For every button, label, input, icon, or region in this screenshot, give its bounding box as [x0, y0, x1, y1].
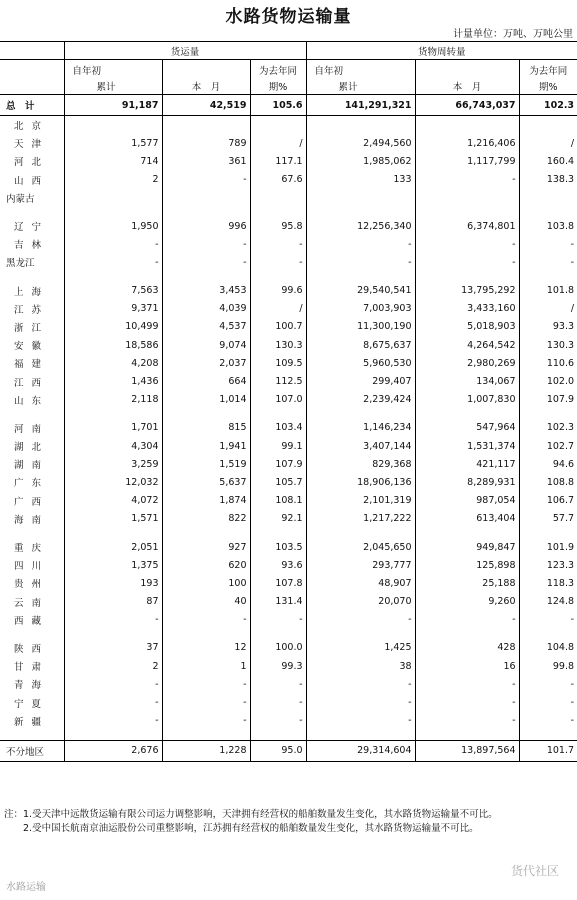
turn-yoy: - — [570, 238, 575, 250]
turn-month: - — [415, 611, 519, 629]
turn-month: 6,374,801 — [415, 217, 519, 235]
turn-ytd: 2,101,319 — [306, 492, 415, 510]
vol-yoy: 99.6 — [250, 282, 306, 300]
turn-yoy: - — [570, 678, 575, 690]
turn-yoy: 110.6 — [546, 357, 575, 369]
vol-month: - — [162, 675, 250, 693]
turn-month: - — [415, 171, 519, 189]
vol-ytd: 2,051 — [64, 538, 162, 556]
header-vol-ytd-1: 自年初 — [64, 60, 162, 78]
turn-month: 613,404 — [415, 510, 519, 528]
vol-yoy: / — [250, 300, 306, 318]
vol-month: 9,074 — [162, 336, 250, 354]
turn-ytd: - — [306, 712, 415, 730]
turn-month: 5,018,903 — [415, 318, 519, 336]
turn-month: 987,054 — [415, 492, 519, 510]
turn-yoy: 138.3 — [546, 174, 575, 186]
turn-yoy: 103.8 — [546, 220, 575, 232]
vol-yoy: 109.5 — [250, 354, 306, 372]
region-name: 宁夏 — [0, 693, 64, 711]
note-2: 2.受中国长航南京油运股份公司重整影响，江苏拥有经营权的船舶数量发生变化，其水路货物运输量不可比。 — [4, 823, 479, 834]
vol-yoy: 103.4 — [250, 419, 306, 437]
turn-month: 547,964 — [415, 419, 519, 437]
vol-ytd: 1,701 — [64, 419, 162, 437]
header-turn-month: 本 月 — [415, 77, 519, 95]
turn-month: 25,188 — [415, 574, 519, 592]
total-vol-ytd: 91,187 — [64, 95, 162, 116]
table-row — [0, 171, 577, 189]
vol-month — [162, 116, 250, 135]
vol-yoy: 100.0 — [250, 639, 306, 657]
turn-month: 8,289,931 — [415, 473, 519, 491]
turn-month: - — [415, 235, 519, 253]
vol-month: 100 — [162, 574, 250, 592]
table-row — [0, 336, 577, 354]
vol-month: - — [162, 712, 250, 730]
turn-ytd: - — [306, 611, 415, 629]
turn-ytd: 829,368 — [306, 455, 415, 473]
region-name: 河南 — [0, 419, 64, 437]
region-name: 山东 — [0, 391, 64, 409]
table-row — [0, 116, 577, 135]
header-freight-volume: 货运量 — [64, 42, 306, 60]
turn-month: 125,898 — [415, 556, 519, 574]
region-name: 不分地区 — [0, 740, 64, 761]
vol-ytd: 12,032 — [64, 473, 162, 491]
region-name: 甘肃 — [0, 657, 64, 675]
region-name: 陕西 — [0, 639, 64, 657]
vol-yoy: 131.4 — [250, 593, 306, 611]
header-vol-month: 本 月 — [162, 77, 250, 95]
turn-yoy — [519, 189, 577, 207]
turn-ytd: - — [306, 675, 415, 693]
turn-ytd: 1,985,062 — [306, 152, 415, 170]
vol-yoy: - — [250, 235, 306, 253]
vol-ytd: 4,208 — [64, 354, 162, 372]
vol-month: - — [162, 235, 250, 253]
vol-ytd: 7,563 — [64, 282, 162, 300]
turn-month: 1,531,374 — [415, 437, 519, 455]
turn-yoy: / — [570, 137, 575, 149]
table-row — [0, 712, 577, 730]
turn-ytd: 2,494,560 — [306, 134, 415, 152]
region-name: 福建 — [0, 354, 64, 372]
vol-yoy: 103.5 — [250, 538, 306, 556]
vol-ytd: - — [64, 235, 162, 253]
turn-ytd: 29,314,604 — [306, 740, 415, 761]
region-name: 云南 — [0, 593, 64, 611]
turn-ytd: 12,256,340 — [306, 217, 415, 235]
vol-ytd: 2,118 — [64, 391, 162, 409]
turn-yoy: 108.8 — [546, 476, 575, 488]
turn-yoy: 57.7 — [552, 513, 575, 525]
turn-ytd: 20,070 — [306, 593, 415, 611]
turn-ytd: 1,146,234 — [306, 419, 415, 437]
vol-ytd: 37 — [64, 639, 162, 657]
region-name: 内蒙古 — [0, 189, 64, 207]
turn-yoy: 94.6 — [552, 458, 575, 470]
turn-yoy: 104.8 — [546, 642, 575, 654]
region-name: 西藏 — [0, 611, 64, 629]
vol-yoy: 92.1 — [250, 510, 306, 528]
region-name: 山西 — [0, 171, 64, 189]
vol-month: - — [162, 171, 250, 189]
region-name: 贵州 — [0, 574, 64, 592]
table-row — [0, 455, 577, 473]
turn-month: 1,216,406 — [415, 134, 519, 152]
vol-yoy: 99.3 — [250, 657, 306, 675]
note-1: 注：1.受天津中远散货运输有限公司运力调整影响，天津拥有经营权的船舶数量发生变化，其水路货物运输量不可比。 — [4, 809, 498, 820]
vol-month — [162, 189, 250, 207]
region-name: 天津 — [0, 134, 64, 152]
vol-ytd: 2 — [64, 657, 162, 675]
turn-yoy — [519, 116, 577, 135]
region-name: 海南 — [0, 510, 64, 528]
turn-ytd: - — [306, 235, 415, 253]
table-row — [0, 391, 577, 409]
turn-month — [415, 116, 519, 135]
header-turn-ytd-2: 累计 — [306, 77, 415, 95]
vol-ytd: 193 — [64, 574, 162, 592]
page-title: 水路货物运输量 — [225, 7, 352, 27]
region-name: 广东 — [0, 473, 64, 491]
vol-month: 822 — [162, 510, 250, 528]
turn-yoy: 102.3 — [546, 422, 575, 434]
region-name: 辽宁 — [0, 217, 64, 235]
header-turn-yoy-2: 期% — [539, 81, 558, 93]
turn-yoy: 93.3 — [552, 321, 575, 333]
turn-month: - — [415, 253, 519, 271]
table-row — [0, 189, 577, 207]
vol-month: - — [162, 611, 250, 629]
header-sub-row-2 — [0, 77, 577, 95]
vol-yoy: - — [250, 675, 306, 693]
turn-ytd: 1,425 — [306, 639, 415, 657]
table-row — [0, 593, 577, 611]
vol-month: 5,637 — [162, 473, 250, 491]
vol-yoy: 95.8 — [250, 217, 306, 235]
turn-ytd: 11,300,190 — [306, 318, 415, 336]
vol-yoy: 117.1 — [250, 152, 306, 170]
table-row — [0, 419, 577, 437]
table-row — [0, 574, 577, 592]
vol-month: 4,537 — [162, 318, 250, 336]
turn-ytd: 1,217,222 — [306, 510, 415, 528]
turn-ytd: - — [306, 693, 415, 711]
vol-ytd: 4,072 — [64, 492, 162, 510]
table-row — [0, 437, 577, 455]
vol-yoy: - — [250, 712, 306, 730]
table-row — [0, 282, 577, 300]
total-vol-yoy: 105.6 — [250, 95, 306, 116]
table-row — [0, 510, 577, 528]
turn-ytd: 8,675,637 — [306, 336, 415, 354]
table-row — [0, 556, 577, 574]
table-row — [0, 152, 577, 170]
turn-month: 134,067 — [415, 372, 519, 390]
vol-ytd: 2,676 — [64, 740, 162, 761]
turn-month: - — [415, 693, 519, 711]
watermark-left: 水路运输 — [6, 882, 46, 893]
header-group-row — [0, 42, 577, 60]
total-turn-yoy: 102.3 — [519, 95, 577, 116]
turn-ytd: 38 — [306, 657, 415, 675]
vol-ytd: 87 — [64, 593, 162, 611]
vol-ytd — [64, 189, 162, 207]
turn-yoy: 102.0 — [546, 376, 575, 388]
table-row — [0, 538, 577, 556]
region-name: 江苏 — [0, 300, 64, 318]
vol-ytd: 1,436 — [64, 372, 162, 390]
turn-month: 949,847 — [415, 538, 519, 556]
region-name: 江西 — [0, 372, 64, 390]
vol-ytd: - — [64, 712, 162, 730]
turn-yoy: - — [570, 697, 575, 709]
total-turn-ytd: 141,291,321 — [306, 95, 415, 116]
turn-ytd — [306, 116, 415, 135]
turn-yoy: - — [570, 256, 575, 268]
turn-ytd: 2,045,650 — [306, 538, 415, 556]
turn-ytd: 5,960,530 — [306, 354, 415, 372]
turn-month: 1,007,830 — [415, 391, 519, 409]
vol-month: 927 — [162, 538, 250, 556]
turn-yoy: 99.8 — [552, 660, 575, 672]
turn-yoy: - — [570, 715, 575, 727]
turn-ytd — [306, 189, 415, 207]
vol-yoy: - — [250, 693, 306, 711]
turn-month: 2,980,269 — [415, 354, 519, 372]
turn-yoy: - — [570, 614, 575, 626]
turn-ytd: 133 — [306, 171, 415, 189]
turn-ytd: 3,407,144 — [306, 437, 415, 455]
region-name: 浙江 — [0, 318, 64, 336]
region-name: 黑龙江 — [0, 253, 64, 271]
vol-ytd: 9,371 — [64, 300, 162, 318]
region-name: 青海 — [0, 675, 64, 693]
transport-table — [0, 41, 577, 762]
region-name: 重庆 — [0, 538, 64, 556]
vol-yoy: - — [250, 253, 306, 271]
turn-yoy: 118.3 — [546, 577, 575, 589]
vol-yoy: - — [250, 611, 306, 629]
turn-yoy: 101.8 — [546, 285, 575, 297]
vol-month: 1,228 — [162, 740, 250, 761]
table-row — [0, 134, 577, 152]
turn-yoy: 107.9 — [546, 394, 575, 406]
vol-yoy: 108.1 — [250, 492, 306, 510]
region-name: 湖北 — [0, 437, 64, 455]
turn-yoy: 101.7 — [519, 740, 577, 761]
table-row — [0, 235, 577, 253]
turn-month: 9,260 — [415, 593, 519, 611]
vol-yoy: 67.6 — [250, 171, 306, 189]
vol-ytd — [64, 116, 162, 135]
vol-month: - — [162, 253, 250, 271]
header-vol-yoy-1: 为去年同 — [250, 60, 306, 78]
region-name: 四川 — [0, 556, 64, 574]
table-row — [0, 693, 577, 711]
vol-yoy: 130.3 — [250, 336, 306, 354]
table-row — [0, 492, 577, 510]
vol-yoy: 105.7 — [250, 473, 306, 491]
turn-ytd: 48,907 — [306, 574, 415, 592]
vol-yoy: 112.5 — [250, 372, 306, 390]
vol-month: 664 — [162, 372, 250, 390]
vol-ytd: - — [64, 611, 162, 629]
vol-month: 1 — [162, 657, 250, 675]
turn-month: 421,117 — [415, 455, 519, 473]
turn-yoy: 102.7 — [546, 440, 575, 452]
turn-ytd: 29,540,541 — [306, 282, 415, 300]
vol-month: 1,519 — [162, 455, 250, 473]
vol-month: - — [162, 693, 250, 711]
vol-ytd: 1,577 — [64, 134, 162, 152]
table-row — [0, 657, 577, 675]
vol-ytd: - — [64, 253, 162, 271]
region-name: 北京 — [0, 116, 64, 135]
vol-month: 1,874 — [162, 492, 250, 510]
vol-yoy: 107.0 — [250, 391, 306, 409]
turn-yoy: 123.3 — [546, 559, 575, 571]
turn-ytd: 2,239,424 — [306, 391, 415, 409]
vol-ytd: 4,304 — [64, 437, 162, 455]
vol-yoy: 99.1 — [250, 437, 306, 455]
header-blank — [0, 42, 64, 60]
vol-ytd: 1,375 — [64, 556, 162, 574]
vol-month: 361 — [162, 152, 250, 170]
turn-yoy: 106.7 — [546, 495, 575, 507]
vol-month: 789 — [162, 134, 250, 152]
vol-month: 12 — [162, 639, 250, 657]
vol-ytd: 714 — [64, 152, 162, 170]
turn-month: - — [415, 675, 519, 693]
turn-yoy: / — [570, 303, 575, 315]
region-name: 湖南 — [0, 455, 64, 473]
total-vol-month: 42,519 — [162, 95, 250, 116]
vol-month: 40 — [162, 593, 250, 611]
turn-yoy: 124.8 — [546, 596, 575, 608]
vol-month: 1,014 — [162, 391, 250, 409]
region-name: 安徽 — [0, 336, 64, 354]
vol-yoy: / — [250, 134, 306, 152]
region-name: 上海 — [0, 282, 64, 300]
turn-yoy: 160.4 — [546, 155, 575, 167]
vol-month: 3,453 — [162, 282, 250, 300]
vol-ytd: 3,259 — [64, 455, 162, 473]
total-turn-month: 66,743,037 — [415, 95, 519, 116]
header-turnover: 货物周转量 — [306, 42, 577, 60]
turn-ytd: 18,906,136 — [306, 473, 415, 491]
table-row — [0, 300, 577, 318]
turn-ytd: 7,003,903 — [306, 300, 415, 318]
region-name: 广西 — [0, 492, 64, 510]
header-turn-ytd-1: 自年初 — [306, 60, 415, 78]
total-label: 总 计 — [0, 95, 64, 116]
turn-month: - — [415, 712, 519, 730]
header-vol-yoy-2: 期% — [250, 77, 306, 95]
turn-yoy: 101.9 — [546, 541, 575, 553]
turn-month — [415, 189, 519, 207]
vol-ytd: 18,586 — [64, 336, 162, 354]
watermark-right: 货代社区 — [510, 864, 559, 878]
vol-yoy — [250, 116, 306, 135]
unallocated-row — [0, 740, 577, 761]
vol-month: 996 — [162, 217, 250, 235]
header-vol-ytd-2: 累计 — [64, 77, 162, 95]
vol-ytd: 10,499 — [64, 318, 162, 336]
table-row — [0, 217, 577, 235]
region-name: 新疆 — [0, 712, 64, 730]
turn-month: 3,433,160 — [415, 300, 519, 318]
vol-month: 2,037 — [162, 354, 250, 372]
vol-ytd: 1,950 — [64, 217, 162, 235]
vol-month: 815 — [162, 419, 250, 437]
table-row — [0, 253, 577, 271]
unit-label: 计量单位：万吨、万吨公里 — [453, 29, 573, 40]
turn-ytd: 299,407 — [306, 372, 415, 390]
header-turn-yoy-1: 为去年同 — [529, 66, 568, 77]
turn-ytd: - — [306, 253, 415, 271]
turn-ytd: 293,777 — [306, 556, 415, 574]
vol-ytd: - — [64, 675, 162, 693]
turn-month: 16 — [415, 657, 519, 675]
header-sub-row-1 — [0, 60, 577, 78]
vol-yoy: 95.0 — [250, 740, 306, 761]
turn-yoy: 130.3 — [546, 339, 575, 351]
table-row — [0, 354, 577, 372]
vol-month: 620 — [162, 556, 250, 574]
vol-yoy: 107.8 — [250, 574, 306, 592]
turn-month: 428 — [415, 639, 519, 657]
table-row — [0, 318, 577, 336]
vol-yoy: 107.9 — [250, 455, 306, 473]
turn-month: 4,264,542 — [415, 336, 519, 354]
table-row — [0, 611, 577, 629]
vol-yoy — [250, 189, 306, 207]
turn-month: 13,897,564 — [415, 740, 519, 761]
total-row — [0, 95, 577, 116]
vol-month: 1,941 — [162, 437, 250, 455]
vol-yoy: 100.7 — [250, 318, 306, 336]
table-row — [0, 639, 577, 657]
vol-yoy: 93.6 — [250, 556, 306, 574]
table-row — [0, 473, 577, 491]
notes — [4, 808, 572, 836]
table-row — [0, 372, 577, 390]
vol-ytd: - — [64, 693, 162, 711]
turn-month: 13,795,292 — [415, 282, 519, 300]
vol-ytd: 1,571 — [64, 510, 162, 528]
table-row — [0, 675, 577, 693]
vol-ytd: 2 — [64, 171, 162, 189]
vol-month: 4,039 — [162, 300, 250, 318]
turn-month: 1,117,799 — [415, 152, 519, 170]
region-name: 河北 — [0, 152, 64, 170]
region-name: 吉林 — [0, 235, 64, 253]
